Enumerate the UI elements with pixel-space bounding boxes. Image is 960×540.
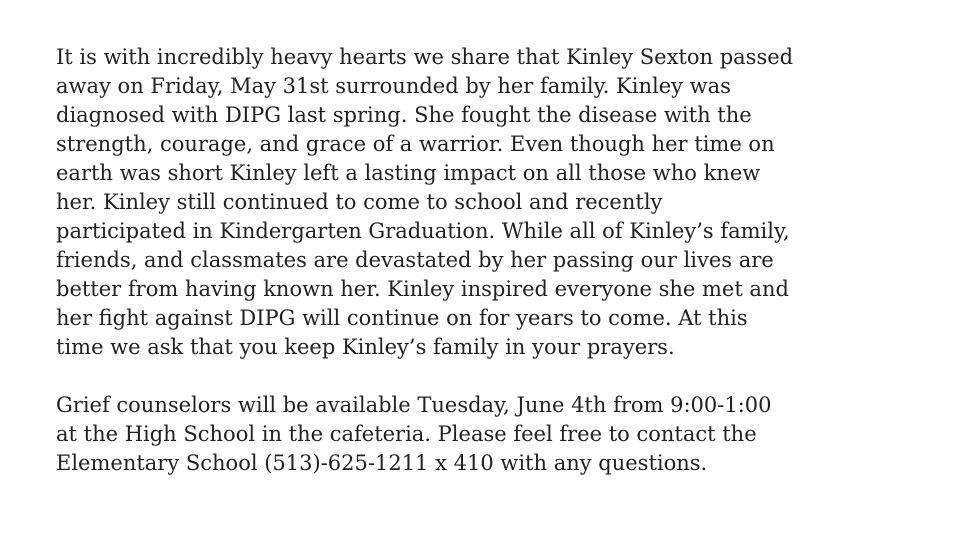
- text-line: time we ask that you keep Kinley’s family in your prayers.: [56, 335, 675, 359]
- text-line: participated in Kindergarten Graduation. While all of Kinley’s family,: [56, 219, 790, 243]
- paragraph-spacer: [56, 362, 936, 391]
- text-line: her fight against DIPG will continue on for years to come. At this: [56, 306, 748, 330]
- text-line: Grief counselors will be available Tuesday, June 4th from 9:00-1:00: [56, 393, 772, 417]
- text-line: It is with incredibly heavy hearts we share that Kinley Sexton passed: [56, 45, 794, 69]
- text-line: Elementary School (513)-625-1211 x 410 with any questions.: [56, 451, 708, 475]
- grief-counselor-paragraph: [56, 391, 936, 478]
- announcement-document: [56, 43, 936, 478]
- memorial-paragraph: [56, 43, 936, 362]
- text-line: her. Kinley still continued to come to school and recently: [56, 190, 663, 214]
- text-line: strength, courage, and grace of a warrior. Even though her time on: [56, 132, 775, 156]
- text-line: away on Friday, May 31st surrounded by her family. Kinley was: [56, 74, 731, 98]
- text-line: friends, and classmates are devastated by her passing our lives are: [56, 248, 774, 272]
- text-line: at the High School in the cafeteria. Please feel free to contact the: [56, 422, 757, 446]
- text-line: earth was short Kinley left a lasting impact on all those who knew: [56, 161, 761, 185]
- text-line: better from having known her. Kinley inspired everyone she met and: [56, 277, 789, 301]
- text-line: diagnosed with DIPG last spring. She fought the disease with the: [56, 103, 752, 127]
